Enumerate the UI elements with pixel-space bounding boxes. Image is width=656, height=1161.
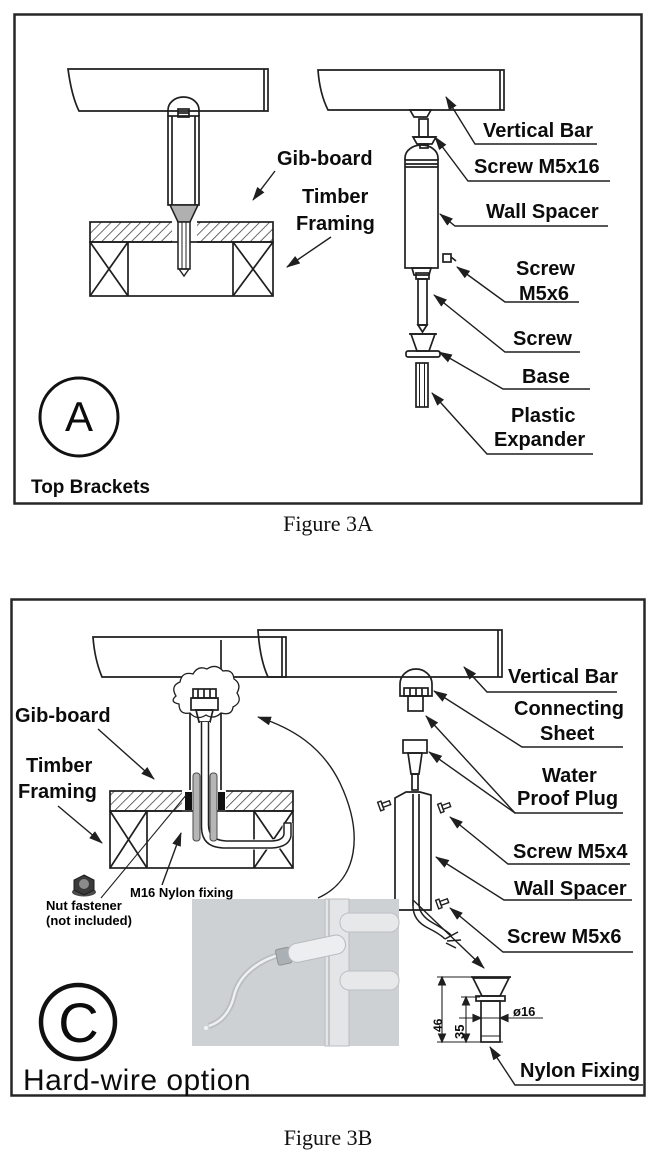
screw-m5x6-part [443, 254, 456, 262]
label-water-proof-plug-line1: Water [542, 765, 597, 787]
label-m16-nylon-fixing: M16 Nylon fixing [130, 885, 234, 900]
label-connecting-sheet-line1: Connecting [514, 698, 624, 720]
screw-part [416, 273, 429, 332]
installed-bracket-section [68, 69, 268, 205]
label-screw-m5x4-size: M5x4 [577, 841, 628, 863]
badge-letter-c: C [58, 991, 99, 1054]
label-wall-spacer-3b: Wall Spacer [514, 878, 627, 900]
figure-3a-caption: Figure 3A [283, 511, 373, 536]
label-timber-framing-3a-line1: Timber [302, 186, 369, 208]
photo-inset [192, 899, 399, 1046]
label-plastic-expander-line2: Expander [494, 429, 586, 451]
label-screw: Screw [513, 328, 572, 350]
label-gib-board-3a: Gib-board [277, 148, 373, 170]
nut-fastener-icon [72, 875, 96, 897]
screw-m5x4-icon [378, 798, 452, 908]
water-proof-plug-part [403, 740, 427, 790]
label-timber-framing-3a-line2: Framing [296, 213, 375, 235]
label-screw-m5x6-3b: Screw M5x6 [507, 926, 622, 948]
vertical-bar-part [318, 70, 504, 110]
label-timber-framing-3b-line1: Timber [26, 755, 93, 777]
dim-35: 35 [452, 1024, 467, 1039]
wall-spacer-part-3b [395, 792, 431, 910]
panel-title-hard-wire-option: Hard-wire option [23, 1064, 252, 1097]
dim-diameter-16: ø16 [513, 1004, 536, 1019]
figure-3a-panel [13, 13, 643, 505]
figure-3b-panel [10, 598, 646, 1097]
label-connecting-sheet-line2: Sheet [540, 723, 595, 745]
label-nut-fastener-line1: Nut fastener [46, 898, 122, 913]
label-screw-m5x6-3a-line1: Screw [516, 258, 575, 280]
panel-title-top-brackets: Top Brackets [31, 477, 150, 498]
dim-46: 46 [431, 1018, 445, 1032]
label-screw-m5x4 [513, 842, 628, 862]
badge-letter-a: A [64, 393, 93, 440]
screw-m5x16-part [413, 119, 436, 148]
label-nylon-fixing: Nylon Fixing [520, 1060, 640, 1082]
figure-3b-caption: Figure 3B [283, 1125, 373, 1150]
label-vertical-bar-3a: Vertical Bar [483, 120, 594, 142]
label-screw-m5x4-word: Screw [513, 841, 572, 863]
base-part [406, 334, 440, 357]
nylon-fixing-part [471, 977, 511, 1042]
plastic-expander-part [416, 363, 428, 407]
hardwire-section-drawing [93, 637, 286, 791]
label-gib-board-3b: Gib-board [15, 705, 111, 727]
label-nut-fastener-line2: (not included) [46, 913, 132, 928]
label-base: Base [522, 366, 570, 388]
wall-spacer-part [405, 145, 438, 275]
label-screw-m5x16: Screw M5x16 [474, 156, 600, 178]
label-vertical-bar-3b: Vertical Bar [508, 666, 619, 688]
label-plastic-expander-line1: Plastic [511, 405, 576, 427]
vertical-bar-part-3b [258, 630, 502, 677]
label-wall-spacer-3a: Wall Spacer [486, 201, 599, 223]
connecting-sheet-part [400, 669, 432, 711]
label-screw-m5x6-3a-line2: M5x6 [519, 283, 570, 305]
exploded-parts-column [318, 70, 504, 407]
label-water-proof-plug-line2: Proof Plug [517, 788, 619, 810]
label-timber-framing-3b-line2: Framing [18, 781, 97, 803]
